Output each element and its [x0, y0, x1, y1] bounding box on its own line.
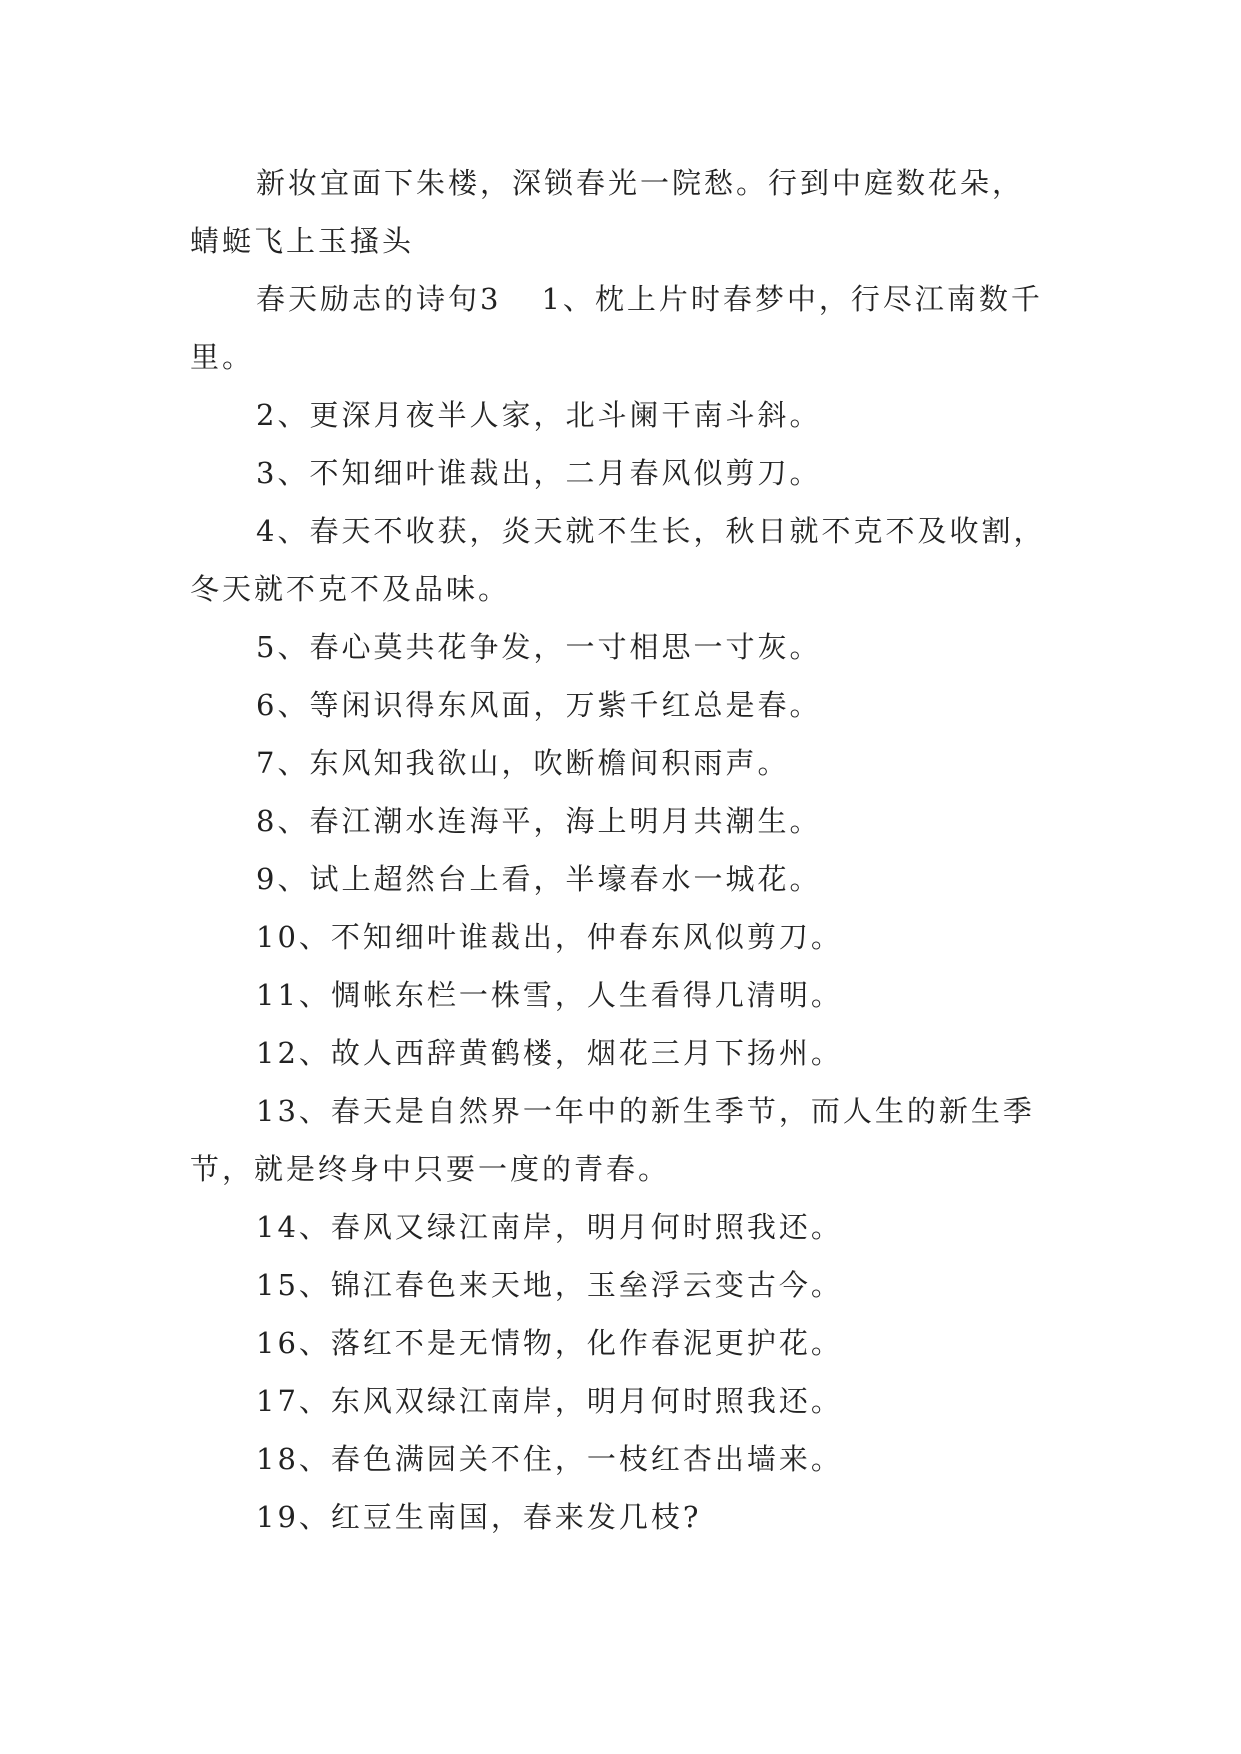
- list-item: 16、落红不是无情物，化作春泥更护花。: [256, 1326, 843, 1360]
- list-item: 14、春风又绿江南岸，明月何时照我还。: [256, 1210, 843, 1244]
- list-item: 13、春天是自然界一年中的新生季节，而人生的新生季节，就是终身中只要一度的青春。: [190, 1094, 1035, 1186]
- list-item: 4、春天不收获，炎天就不生长，秋日就不克不及收割，冬天就不克不及品味。: [190, 514, 1046, 606]
- section-title: 春天励志的诗句3: [256, 282, 502, 316]
- list-item: 3、不知细叶谁裁出，二月春风似剪刀。: [256, 456, 822, 490]
- document-body: [190, 154, 1052, 1546]
- list-item: 2、更深月夜半人家，北斗阑干南斗斜。: [256, 398, 822, 432]
- list-item: 18、春色满园关不住，一枝红杏出墙来。: [256, 1442, 843, 1476]
- list-item: 10、不知细叶谁裁出，仲春东风似剪刀。: [256, 920, 843, 954]
- list-item: 11、惆帐东栏一株雪，人生看得几清明。: [256, 978, 843, 1012]
- poem-paragraph: 新妆宜面下朱楼，深锁春光一院愁。行到中庭数花朵，蜻蜓飞上玉搔头: [190, 166, 1025, 258]
- list-item: 12、故人西辞黄鹤楼，烟花三月下扬州。: [256, 1036, 843, 1070]
- list-item: 8、春江潮水连海平，海上明月共潮生。: [256, 804, 822, 838]
- section-heading-paragraph: [190, 270, 1052, 386]
- list-item: 9、试上超然台上看，半壕春水一城花。: [256, 862, 822, 896]
- list-item: 15、锦江春色来天地，玉垒浮云变古今。: [256, 1268, 843, 1302]
- list-item: 17、东风双绿江南岸，明月何时照我还。: [256, 1384, 843, 1418]
- list-item: 7、东风知我欲山，吹断檐间积雨声。: [256, 746, 790, 780]
- list-item: 5、春心莫共花争发，一寸相思一寸灰。: [256, 630, 822, 664]
- list-item-1: 1、枕上片时春梦中，行尽江南数千里。: [190, 282, 1043, 374]
- list-item: 6、等闲识得东风面，万紫千红总是春。: [256, 688, 822, 722]
- list-item: 19、红豆生南国，春来发几枝?: [256, 1500, 702, 1534]
